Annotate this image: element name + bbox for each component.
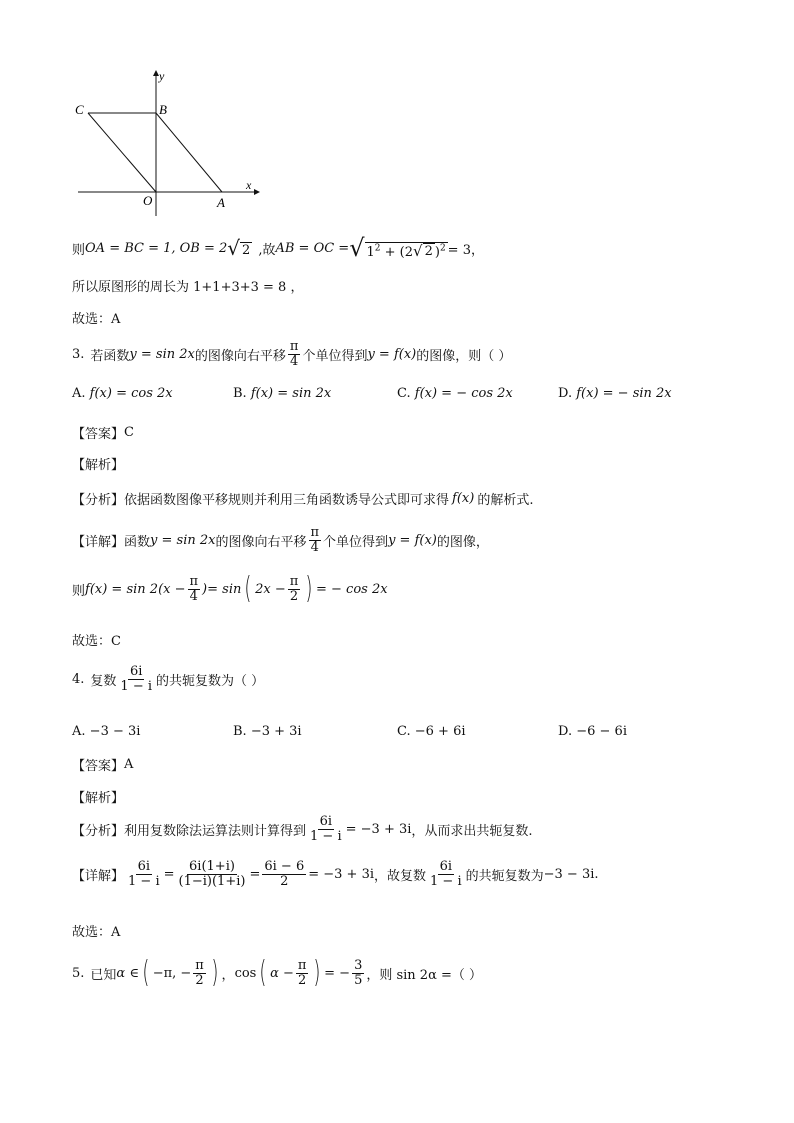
q4-d-den1: 1 − i <box>128 873 160 889</box>
q3-four: 4 <box>290 353 299 369</box>
label-x: x <box>246 178 252 192</box>
q4-detail-tag: 【详解】 <box>72 868 125 884</box>
q5-eq: = − <box>324 965 351 981</box>
q3-fenxi-fx: f(x) <box>452 491 475 506</box>
q3-calc-c: 2x − <box>255 581 286 597</box>
q4-period: . <box>594 866 599 882</box>
q3-final <box>72 630 121 649</box>
sol2-answer <box>72 308 120 327</box>
q3-final-text: 故选：C <box>72 634 121 649</box>
q3-opt-d-expr: f(x) = − sin 2x <box>576 386 672 401</box>
q5-two: 2 <box>195 972 204 988</box>
q5-text2: ，则 sin 2α =（ ） <box>366 967 483 983</box>
q3-frac-pi4 <box>288 340 301 368</box>
q3-text4: 的图像，则（ ） <box>416 348 512 364</box>
q4-d-num3: 6i − 6 <box>264 859 305 874</box>
q4-final <box>72 921 120 940</box>
q3-fenxi-end: 的解析式. <box>477 493 534 508</box>
q3-detail1: 函数 <box>124 534 151 550</box>
q3-text1: 若函数 <box>90 348 130 364</box>
label-a: A <box>217 195 225 210</box>
segment-ba <box>156 113 222 192</box>
q3-calc-frac1 <box>188 575 201 603</box>
q3-detail-tag: 【详解】 <box>72 534 125 550</box>
q5-pi-b: π <box>297 957 307 973</box>
q4-detail-text: ，故复数 <box>374 868 427 884</box>
q3-func: y = sin 2x <box>129 346 195 362</box>
q3-text3: 个单位得到 <box>302 348 368 364</box>
q4-opt-a-key: A. <box>72 724 86 739</box>
q4-opt-c-key: C. <box>397 724 411 739</box>
q5-frac-pi2 <box>193 959 206 987</box>
q3-text2: 的图像向右平移 <box>194 348 286 364</box>
q4-eq-b: = −3 + 3i <box>308 866 374 882</box>
q5-two-b: 2 <box>298 972 307 988</box>
q3-calc-four: 4 <box>189 588 198 604</box>
sqrt-2-body: 2 <box>242 243 251 258</box>
q5-stem: 5. 已知 α ∈ ( −π, − $\frac{\pi}{2}$ ) ， cos ( α − $\frac{\pi}{2}$ ) = − $\frac{3}{5}$ ，则 sin 2α =（ ） <box>72 955 483 990</box>
q3-analysis <box>72 454 124 473</box>
q4-fenxi-text: 利用复数除法运算法则计算得到 <box>124 823 307 839</box>
x-axis-arrow <box>254 189 260 195</box>
sol2-answer-text: 故选：A <box>72 312 121 327</box>
q3-opt-d-key: D. <box>558 386 573 401</box>
sol2-ab-oc: AB = OC = <box>275 240 350 256</box>
sol2-eq3: = 3， <box>447 242 484 258</box>
q4-answer <box>72 755 133 774</box>
q3-calc: 则 f(x) = sin 2(x − $\frac{\pi}{4}$ )= sin ( 2x − $\frac{\pi}{2}$ ) = − cos 2x <box>72 571 388 606</box>
q4-d-num2: 6i(1+i) <box>189 859 235 874</box>
q4-fenxi-num: 6i <box>319 814 333 829</box>
q5-number: 5. <box>72 965 85 981</box>
label-b: B <box>159 102 167 117</box>
q4-opt-b-expr: −3 + 3i <box>250 724 302 739</box>
q4-number: 4. <box>72 671 85 687</box>
q4-detail-frac2 <box>177 860 248 888</box>
q3-answer <box>72 423 134 442</box>
q3-option-a <box>72 386 173 401</box>
q5-alpha-in: α ∈ <box>116 965 139 981</box>
q4-opt-d-key: D. <box>558 724 573 739</box>
q4-final-text: 故选：A <box>72 925 121 940</box>
sqrt-2: √ 2 <box>227 236 251 260</box>
q4-text2: 的共轭复数为（ ） <box>156 673 265 689</box>
sqrt-b: + (2 <box>380 245 414 260</box>
q3-option-d <box>558 386 672 401</box>
q4-detail-ans: −3 − 3i <box>543 866 595 882</box>
label-c: C <box>75 102 84 117</box>
q4-opt-b-key: B. <box>233 724 247 739</box>
q3-opt-a-key: A. <box>72 386 86 401</box>
q3-answer-tag: 【答案】 <box>72 427 125 442</box>
q4-detail <box>72 860 599 888</box>
q3-opt-c-key: C. <box>397 386 411 401</box>
q4-d-den4: 1 − i <box>430 873 462 889</box>
q3-detail2: 的图像向右平移 <box>215 534 307 550</box>
sol2-perimeter-text: 所以原图形的周长为 1+1+3+3 = 8 ， <box>72 280 304 295</box>
label-y: y <box>159 69 165 83</box>
sqrt-big: √ $1^2 + (2$ √ 2 )$^2$ <box>349 234 446 262</box>
q3-fx: y = f(x) <box>367 346 417 362</box>
q3-detail-fx: y = f(x) <box>388 532 437 548</box>
q5-comma: ， <box>221 967 235 983</box>
q4-num: 6i <box>130 664 143 679</box>
q5-frac-35 <box>352 959 364 987</box>
q5-text1: 已知 <box>90 967 117 983</box>
q4-opt-d-expr: −6 − 6i <box>576 724 627 739</box>
q3-calc-b: )= sin <box>202 581 242 597</box>
q4-fenxi-frac <box>308 815 344 843</box>
q5-interval-a: −π, − <box>152 965 192 981</box>
q4-option-a <box>72 724 140 739</box>
q4-fenxi-eq: = −3 + 3i <box>345 821 412 837</box>
sol2-oa-bc: OA = BC = 1, OB = 2 <box>85 240 228 256</box>
q4-answer-value: A <box>124 757 134 772</box>
q5-cos: cos <box>234 965 257 981</box>
q4-eq-a2: = <box>249 866 261 882</box>
sol2-mid: ,故 <box>258 242 276 258</box>
q3-detail-frac <box>309 526 322 554</box>
q3-calc-pi1: π <box>189 573 199 589</box>
q4-fenxi-end: ，从而求出共轭复数. <box>411 823 533 839</box>
q4-stem <box>72 665 264 693</box>
q3-pi: π <box>289 339 299 354</box>
q4-option-b <box>233 724 302 739</box>
q3-stem <box>72 340 511 368</box>
q3-fenxi <box>72 489 533 508</box>
q4-option-c <box>397 724 466 739</box>
q3-calc-frac2 <box>288 575 301 603</box>
q3-fenxi-tag: 【分析】 <box>72 493 125 508</box>
q4-fenxi-tag: 【分析】 <box>72 823 125 839</box>
label-o: O <box>143 193 153 208</box>
q4-detail-frac3 <box>262 860 306 888</box>
q4-detail-frac4 <box>428 860 464 888</box>
q4-d-den3: 2 <box>280 873 289 889</box>
q4-detail-end: 的共轭复数为 <box>465 868 544 884</box>
sol2-line1 <box>72 236 484 260</box>
q4-option-d <box>558 724 627 739</box>
q3-detail4: 的图像， <box>436 534 489 550</box>
q4-opt-c-expr: −6 + 6i <box>414 724 466 739</box>
q4-d-num1: 6i <box>137 859 151 874</box>
q5-frac-pi2b <box>296 959 309 987</box>
q4-d-num4: 6i <box>439 859 453 874</box>
q4-d-den2: (1−i)(1+i) <box>178 873 246 889</box>
q4-fenxi-den: 1 − i <box>310 828 342 844</box>
q3-detail <box>72 526 489 554</box>
q4-analysis-tag: 【解析】 <box>72 791 125 806</box>
q4-opt-a-expr: −3 − 3i <box>89 724 141 739</box>
q4-frac <box>118 665 154 693</box>
q5-five: 5 <box>354 972 363 988</box>
q4-answer-tag: 【答案】 <box>72 759 125 774</box>
q3-calc-d: = − cos 2x <box>315 581 388 597</box>
q3-opt-a-expr: f(x) = cos 2x <box>89 386 173 401</box>
q3-opt-c-expr: f(x) = − cos 2x <box>414 386 513 401</box>
q3-calc-a: f(x) = sin 2(x − <box>85 581 186 597</box>
q3-option-b <box>233 386 331 401</box>
q4-detail-frac1 <box>126 860 162 888</box>
q3-detail-pi: π <box>310 525 320 540</box>
q3-calc-two: 2 <box>289 588 299 604</box>
q3-opt-b-expr: f(x) = sin 2x <box>250 386 332 401</box>
q4-eq-a: = <box>163 866 175 882</box>
sol2-perimeter <box>72 276 303 295</box>
q5-cos-inner: α − <box>270 965 294 981</box>
q3-calc-pi2: π <box>289 573 299 589</box>
q3-detail-four: 4 <box>310 539 319 555</box>
q4-text1: 复数 <box>90 673 117 689</box>
sqrt-a: 1 <box>366 245 375 260</box>
q3-then: 则 <box>72 583 86 599</box>
q3-fenxi-text: 依据函数图像平移规则并利用三角函数诱导公式即可求得 <box>124 493 450 508</box>
q3-detail-func: y = sin 2x <box>150 532 216 548</box>
coordinate-figure <box>70 68 270 218</box>
sol2-prefix: 则 <box>72 242 86 258</box>
q3-answer-value: C <box>124 425 134 440</box>
q3-analysis-tag: 【解析】 <box>72 458 125 473</box>
q4-den: 1 − i <box>120 678 153 694</box>
segment-co <box>88 113 156 192</box>
q3-option-c <box>397 386 513 401</box>
sqrt-c: 2 <box>424 244 433 259</box>
q3-number: 3. <box>72 346 85 362</box>
q4-analysis <box>72 787 124 806</box>
sqrt-d: ) <box>434 245 440 260</box>
q5-pi: π <box>195 957 204 973</box>
q4-fenxi <box>72 815 533 843</box>
q3-detail3: 个单位得到 <box>323 534 389 550</box>
q5-three: 3 <box>354 957 363 973</box>
q3-opt-b-key: B. <box>233 386 247 401</box>
